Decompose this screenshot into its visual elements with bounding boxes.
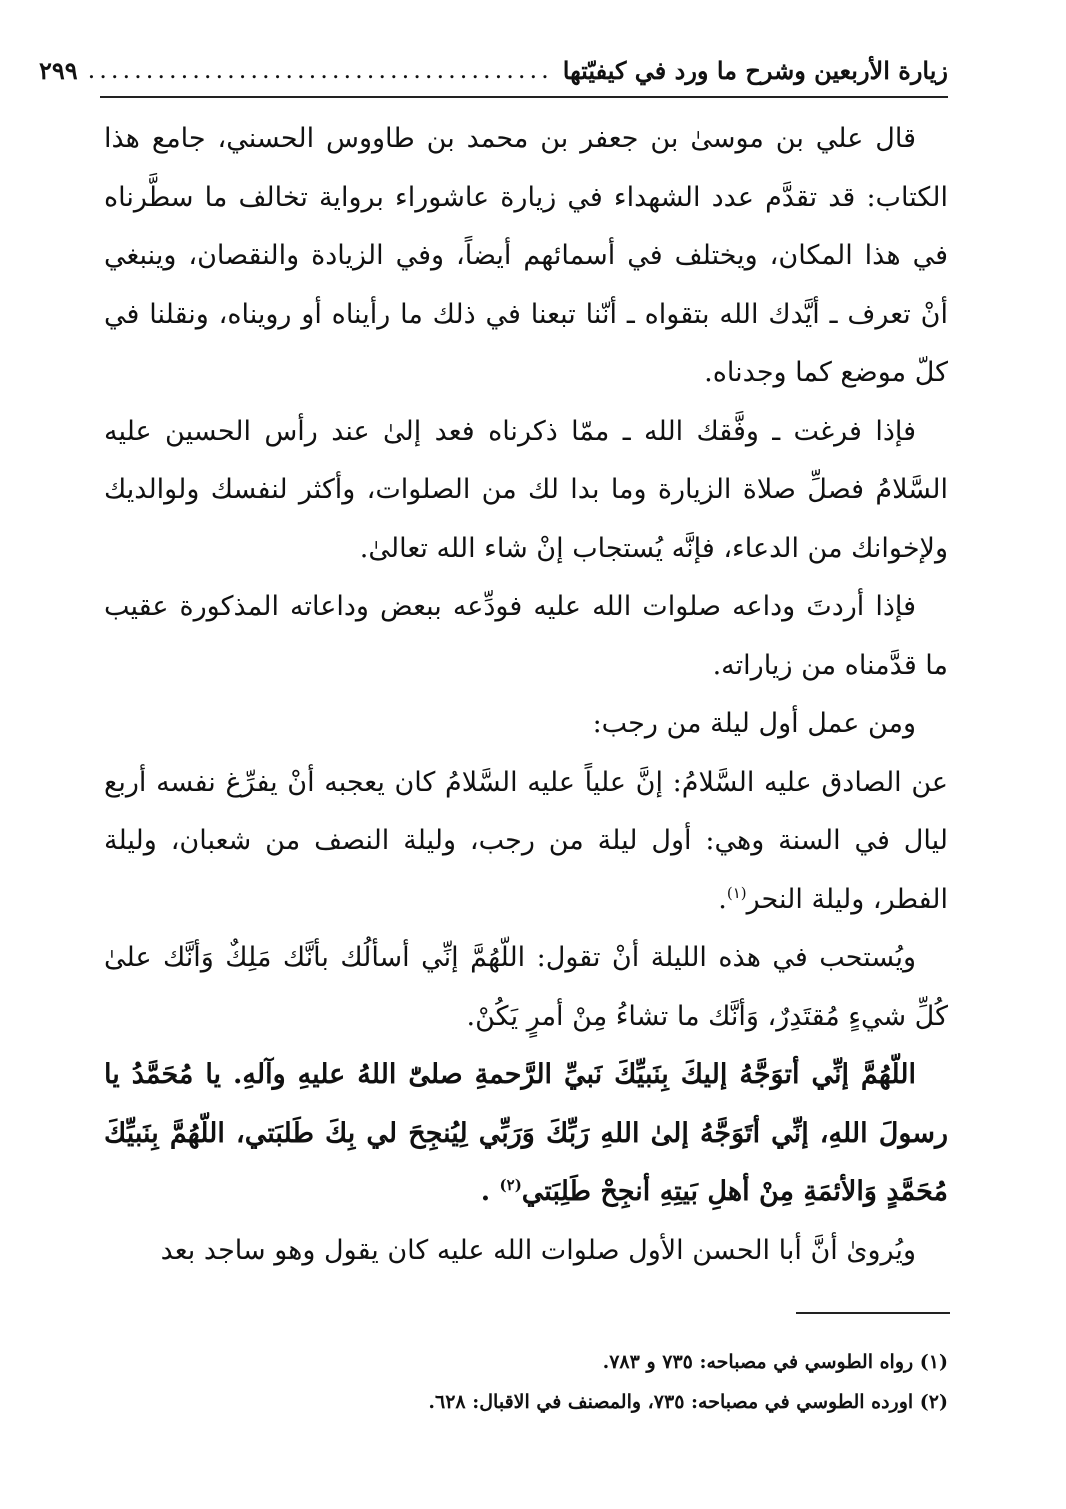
footnote-ref-2: (٢) bbox=[499, 1176, 522, 1194]
page-number: ٢٩٩ bbox=[38, 55, 78, 85]
paragraph-text: ومن عمل أول ليلة من رجب: bbox=[592, 708, 916, 739]
footnote-divider bbox=[796, 1312, 950, 1314]
paragraph-text: قال علي بن موسىٰ بن جعفر بن محمد بن طاووس الحسني، جامع هذا الكتاب: قد تقدَّم عدد الشهداء في زيارة عاشوراء برواية تخالف ما سطَّرناه في هذا المكان، ويختلف في أسمائهم أيضاً، وفي الزيادة والنقصان، وينبغي أنْ تعرف ـ أيَّدك الله بتقواه ـ أنّنا تبعنا في ذلك ما رأيناه أو رويناه، ونقلنا في كلّ موضع كما وجدناه. bbox=[104, 123, 948, 388]
footnotes bbox=[104, 1342, 948, 1422]
paragraph-tail: . bbox=[718, 883, 727, 915]
paragraph-author-note bbox=[104, 110, 948, 403]
paragraph-after-visit bbox=[104, 403, 948, 579]
section-heading-rajab bbox=[104, 695, 948, 754]
main-text bbox=[104, 110, 948, 1280]
paragraph-supplication bbox=[104, 1046, 948, 1222]
paragraph-farewell bbox=[104, 578, 948, 695]
paragraph-text: فإذا أردتَ وداعه صلوات الله عليه فودِّعه ببعض وداعاته المذكورة عقيب ما قدَّمناه من زياراته. bbox=[104, 591, 948, 681]
running-header bbox=[38, 44, 948, 98]
paragraph-narration bbox=[104, 1222, 948, 1281]
chapter-title: زيارة الأربعين وشرح ما ورد في كيفيّتها bbox=[562, 55, 948, 85]
footnote-1: (١) رواه الطوسي في مصباحه: ٧٣٥ و ٧٨٣. bbox=[602, 1351, 948, 1373]
paragraph-text: فإذا فرغت ـ وفَّقك الله ـ ممّا ذكرناه فعد إلىٰ عند رأس الحسين عليه السَّلامُ فصلِّ صلاة الزيارة وما بدا لك من الصلوات، وأكثر لنفسك ولوالديك ولإخوانك من الدعاء، فإنَّه يُستجاب إنْ شاء الله تعالىٰ. bbox=[104, 415, 948, 564]
paragraph-text: ويُروىٰ أنَّ أبا الحسن الأول صلوات الله عليه كان يقول وهو ساجد بعد bbox=[160, 1234, 916, 1266]
paragraph-hadith bbox=[104, 754, 948, 930]
paragraph-tail: . bbox=[480, 1176, 500, 1207]
leader-dots: ........................................ bbox=[87, 56, 553, 84]
paragraph-text: عن الصادق عليه السَّلامُ: إنَّ علياً عليه السَّلامُ كان يعجبه أنْ يفرِّغ نفسه أربع ليال في السنة وهي: أول ليلة من رجب، وليلة النصف من شعبان، وليلة الفطر، وليلة النحر bbox=[104, 766, 948, 915]
paragraph-text: اللّهُمَّ إنِّي أتوَجَّهُ إليكَ بِنَبيِّكَ نَبيِّ الرَّحمةِ صلىّٰ اللهُ عليهِ وآلهِ. يا مُحَمَّدُ يا رسولَ اللهِ، إنِّي أتَوَجَّهُ إلىٰ اللهِ رَبِّكَ وَرَبِّي لِيُنجِحَ لي بِكَ طَلبَتي، اللّهُمَّ بِنَبيِّكَ مُحَمَّدٍ وَالأئمَةِ مِنْ أهلِ بَيتِهِ أنجِحْ طَلِبَتي bbox=[104, 1059, 948, 1207]
footnote-2: (٢) اورده الطوسي في مصباحه: ٧٣٥، والمصنف في الاقبال: ٦٢٨. bbox=[428, 1391, 948, 1413]
paragraph-supplication-intro bbox=[104, 929, 948, 1046]
footnote-ref-1: (١) bbox=[726, 883, 747, 902]
paragraph-text: ويُستحب في هذه الليلة أنْ تقول: اللّهُمَّ إنِّي أسألُك بأنَّك مَلِكٌ وَأنَّك علىٰ كُلِّ شيءٍ مُقتَدِرٌ، وَأنَّك ما تشاءُ مِنْ أمرٍ يَكُنْ. bbox=[104, 942, 948, 1032]
